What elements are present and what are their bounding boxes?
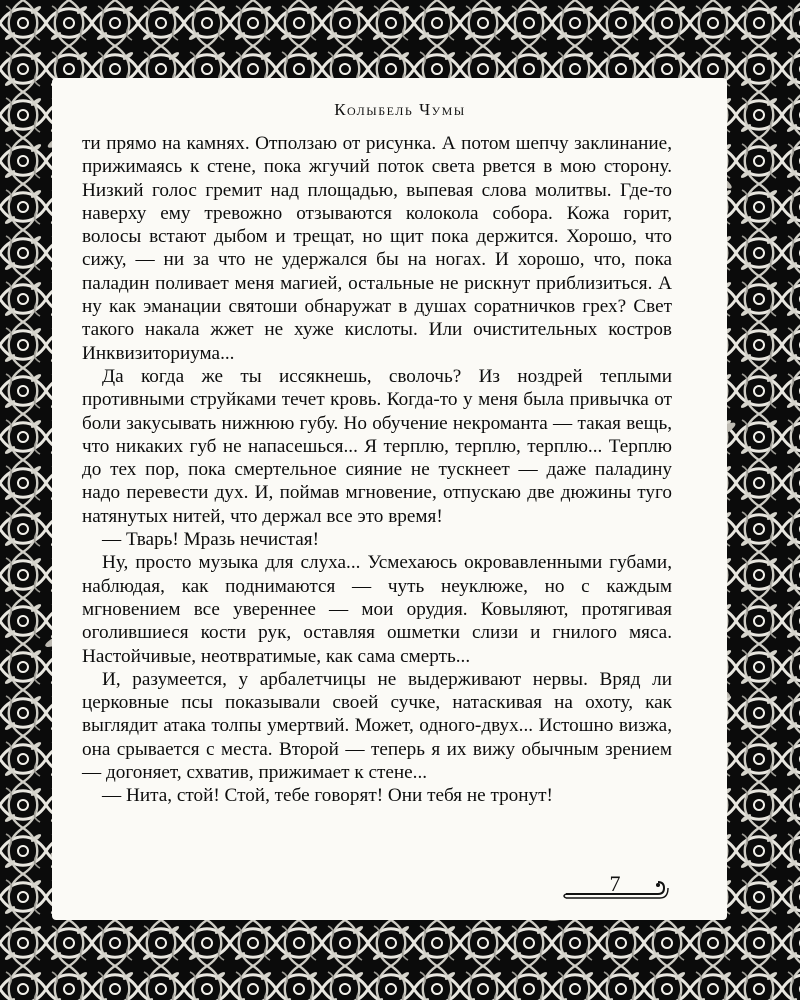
paragraph: — Нита, стой! Стой, тебе говорят! Они тебя не тронут! [102, 785, 553, 807]
paragraph: Да когда же ты иссякнешь, сволочь? Из ноздрей теплыми противными струйками течет кровь. Когда-то у меня была привычка от боли закусывать нижнюю губу. Но обучение некроманта — такая вещь, что никаких губ не напасешься... Я терплю, терплю, терплю... Терплю до тех пор, пока смертельное сияние не тускнеет — даже паладину надо перевести дух. И, поймав мгновение, отпускаю две дюжины туго натянутых нитей, что держал все это время! [82, 365, 672, 527]
page-number: 7 [609, 871, 621, 896]
paragraph: И, разумеется, у арбалетчицы не выдерживают нервы. Вряд ли церковные псы показывали своей сучке, натаскивая на охоту, как выглядит атака толпы умертвий. Может, одного-двух... Истошно визжа, она срывается с места. Второй — теперь я их вижу обычным зрением — догоняет, схватив, прижимает к стене... [82, 668, 672, 784]
paragraph: — Тварь! Мразь нечистая! [102, 529, 319, 551]
running-header: Колыбель Чумы [334, 100, 466, 119]
paragraph: ти прямо на камнях. Отползаю от рисунка. А потом шепчу заклинание, прижимаясь к стене, пока жгучий поток света рвется в мою сторону. Низкий голос гремит над площадью, выпевая слова молитвы. Где-то наверху ему тревожно отзываются колокола собора. Кожа горит, волосы встают дыбом и трещат, но щит пока держится. Хорошо, что сижу, — ни за что не удержался бы на ногах. И хорошо, что, пока паладин поливает меня магией, остальные не рискнут приблизиться. А ну как эманации святоши обнаружат в душах соратничков грех? Свет такого накала жжет не хуже кислоты. Или очистительных костров Инквизиториума... [82, 133, 672, 364]
page-number-block [560, 868, 670, 908]
body-text [82, 132, 672, 808]
paragraph: Ну, просто музыка для слуха... Усмехаюсь окровавленными губами, наблюдая, как поднимаются — чуть неуклюже, но с каждым мгновением все увереннее — мои орудия. Ковыляют, протягивая оголившиеся кости рук, оставляя ошметки слизи и гнилого мяса. Настойчивые, неотвратимые, как сама смерть... [82, 552, 672, 667]
